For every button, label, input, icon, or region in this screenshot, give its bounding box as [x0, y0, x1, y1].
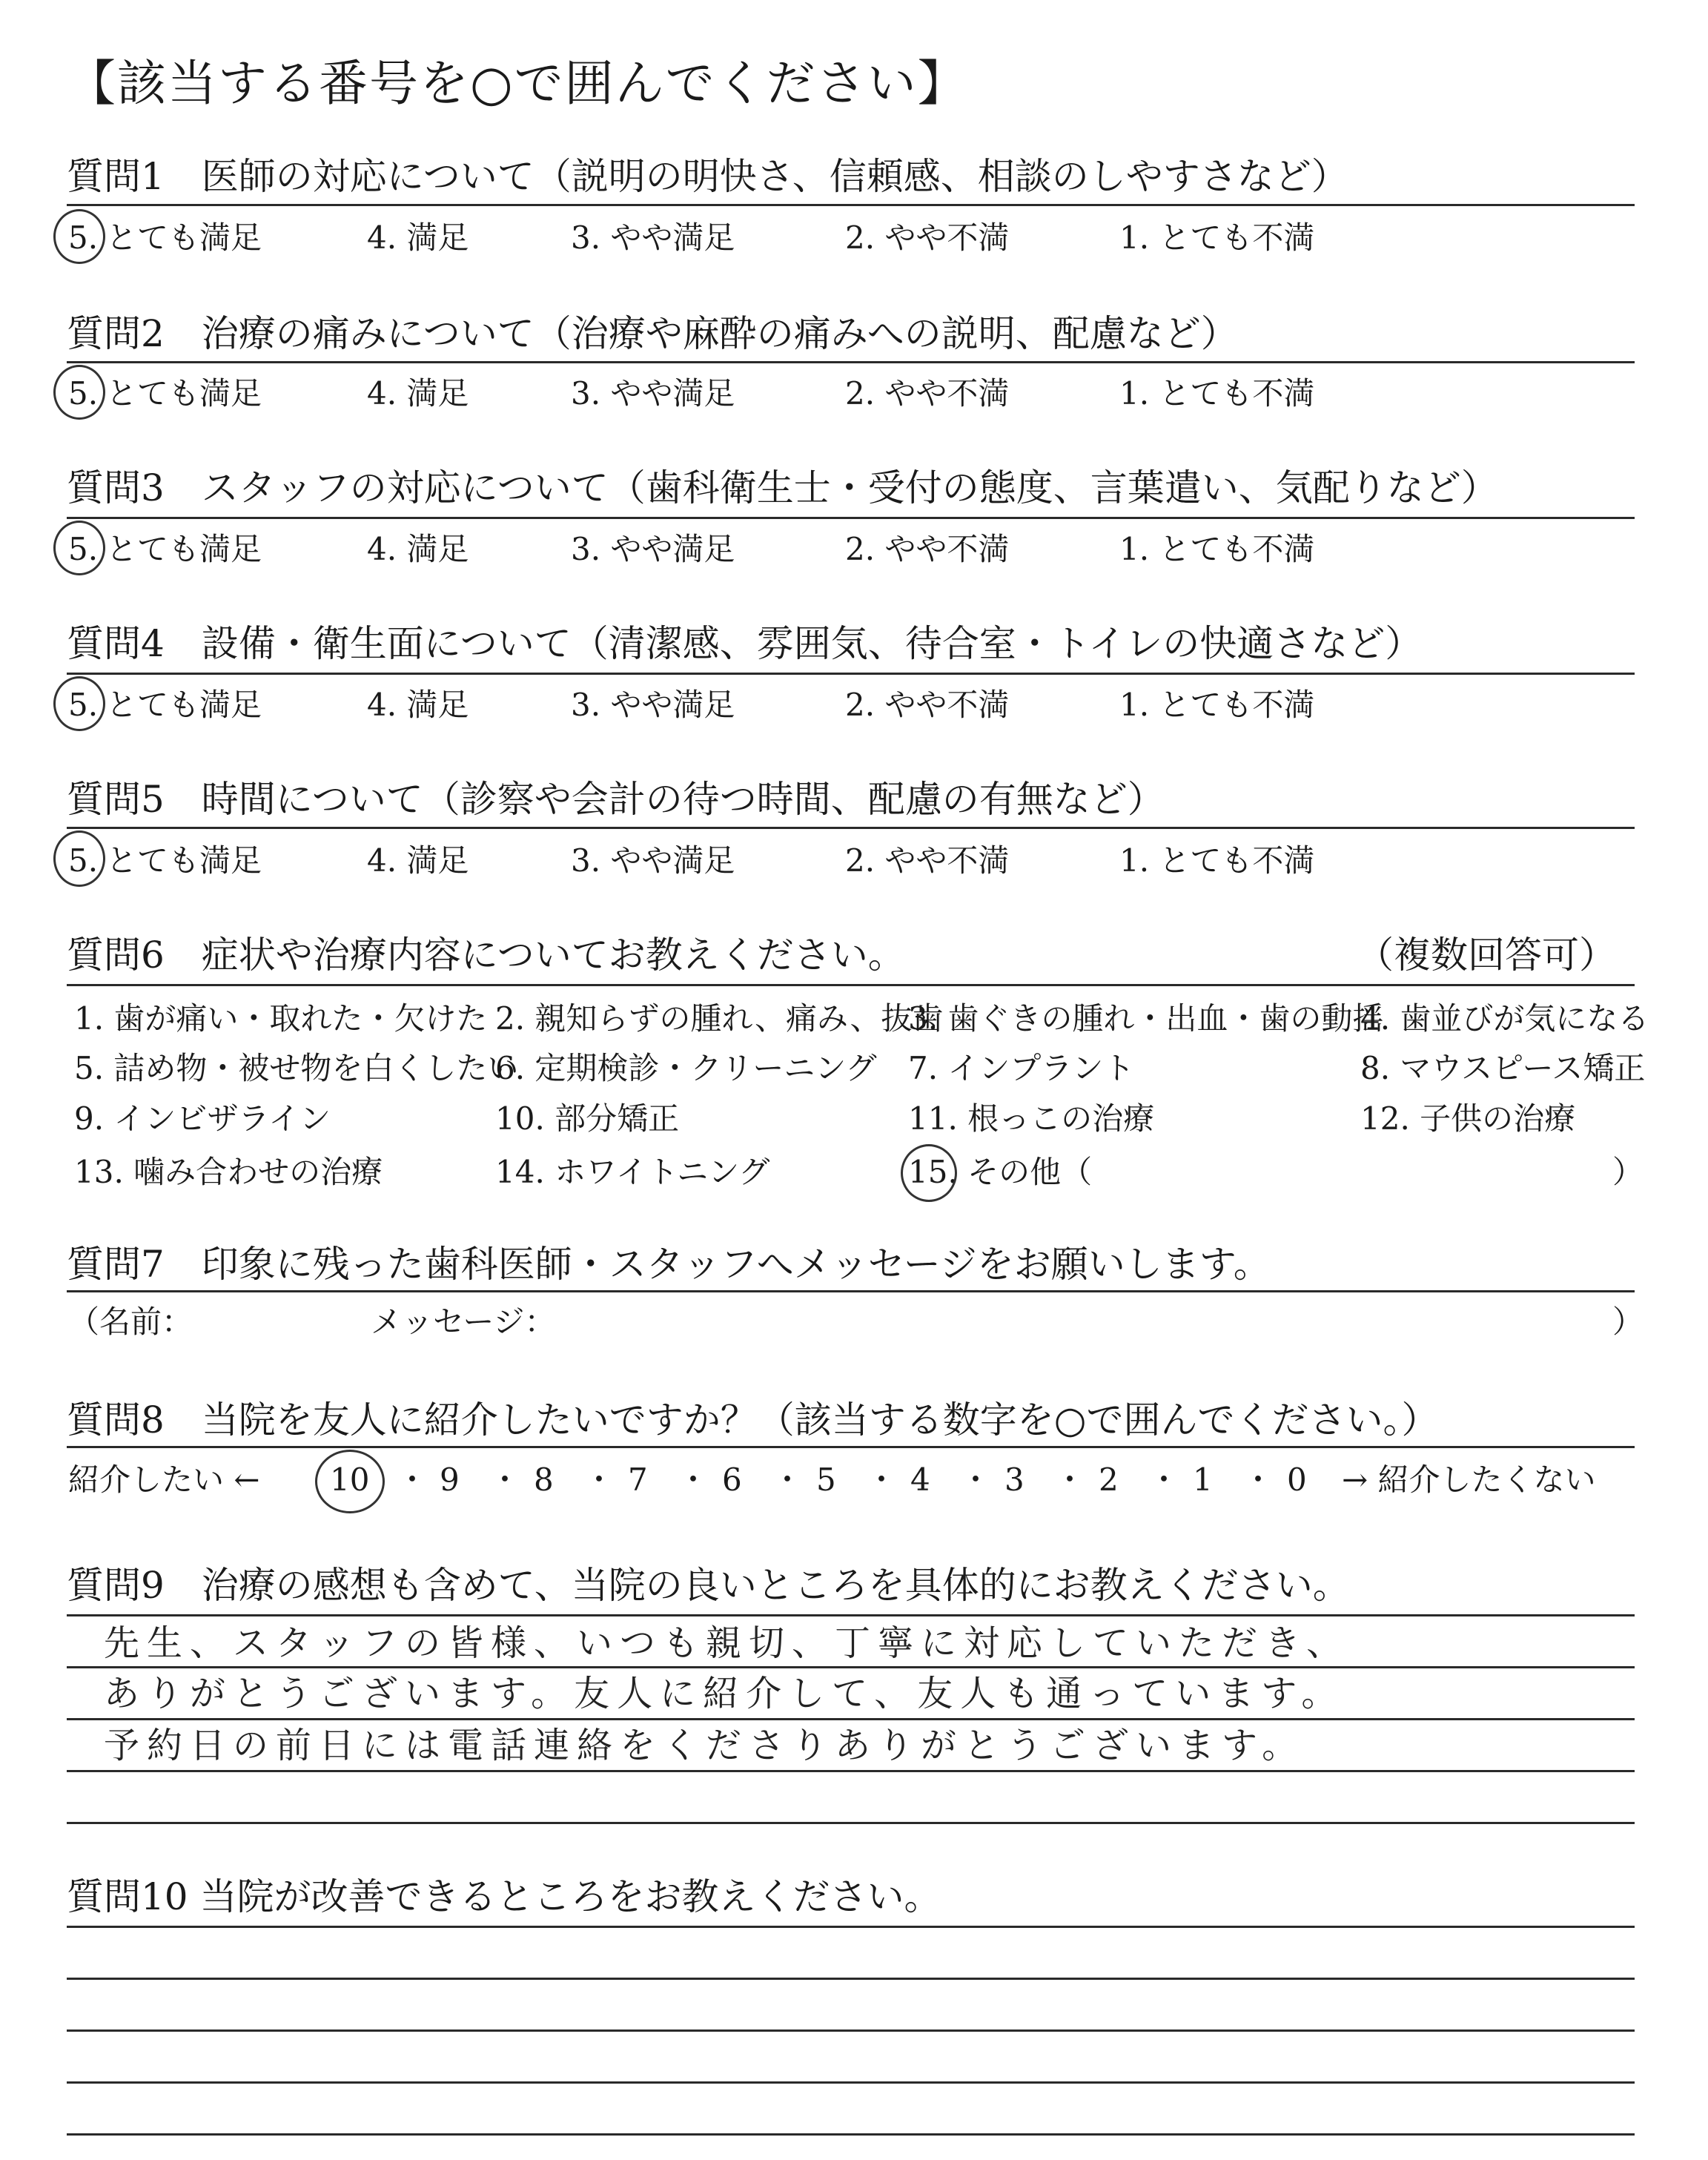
- q3-option-1[interactable]: 1. とても不満: [1119, 531, 1315, 567]
- q6-option[interactable]: 11. 根っこの治療: [908, 1100, 1155, 1137]
- q5-title: 質問5 時間について（診察や会計の待つ時間、配慮の有無など）: [67, 778, 1165, 821]
- q3-option-4[interactable]: 4. 満足: [367, 531, 469, 567]
- q3-option-2[interactable]: 2. やや不満: [845, 531, 1010, 567]
- q8-left-label: 紹介したい ←: [68, 1462, 260, 1498]
- q6-option-other[interactable]: 15. その他（: [908, 1154, 1093, 1190]
- q6-selection-circle: [901, 1144, 957, 1202]
- q5-option-5-label[interactable]: とても満足: [106, 842, 262, 879]
- q9-rule-1: [67, 1614, 1635, 1616]
- q8-separator: ・: [960, 1462, 992, 1498]
- q5-option-1[interactable]: 1. とても不満: [1119, 842, 1315, 879]
- q7-message-field[interactable]: [578, 1299, 1601, 1341]
- q3-title: 質問3 スタッフの対応について（歯科衛生士・受付の態度、言葉遣い、気配りなど）: [67, 466, 1498, 509]
- q1-title: 質問1 医師の対応について（説明の明快さ、信頼感、相談のしやすさなど）: [67, 155, 1348, 198]
- q6-title: 質問6 症状や治療内容についてお教えください。: [67, 934, 905, 977]
- q6-option[interactable]: 9. インビザライン: [74, 1100, 331, 1137]
- q8-separator: ・: [772, 1462, 804, 1498]
- q10-answer-area[interactable]: [67, 1928, 1635, 2128]
- q8-rule: [67, 1446, 1635, 1448]
- q7-title: 質問7 印象に残った歯科医師・スタッフへメッセージをお願いします。: [67, 1243, 1271, 1286]
- q7-rule: [67, 1290, 1635, 1292]
- q3-option-5-label[interactable]: とても満足: [106, 531, 262, 567]
- q4-rule: [67, 673, 1635, 675]
- q8-right-label: → 紹介したくない: [1342, 1462, 1596, 1498]
- q2-option-5-label[interactable]: とても満足: [106, 375, 262, 412]
- q4-option-2[interactable]: 2. やや不満: [845, 687, 1010, 723]
- q10-rule-5: [67, 2133, 1635, 2136]
- q2-selection-circle: [53, 365, 105, 420]
- q6-option[interactable]: 5. 詰め物・被せ物を白くしたい: [74, 1050, 519, 1086]
- q8-number[interactable]: 7: [628, 1462, 648, 1498]
- q5-option-4[interactable]: 4. 満足: [367, 842, 469, 879]
- q8-number[interactable]: 8: [534, 1462, 554, 1498]
- q8-separator: ・: [583, 1462, 615, 1498]
- q4-option-3[interactable]: 3. やや満足: [571, 687, 735, 723]
- q8-number[interactable]: 3: [1004, 1462, 1025, 1498]
- q9-rule-4: [67, 1770, 1635, 1772]
- q3-selection-circle: [53, 521, 105, 575]
- q8-number[interactable]: 10: [330, 1462, 370, 1498]
- q8-separator: ・: [678, 1462, 709, 1498]
- q8-separator: ・: [397, 1462, 428, 1498]
- q5-selection-circle: [53, 830, 105, 887]
- q3-rule: [67, 517, 1635, 519]
- q7-message-label: メッセージ：: [371, 1304, 556, 1340]
- q1-rule: [67, 204, 1635, 206]
- q9-answer-line: ありがとうございます。友人に紹介して、友人も通っています。: [104, 1673, 1345, 1714]
- q4-option-5-label[interactable]: とても満足: [106, 687, 262, 723]
- q8-separator: ・: [866, 1462, 898, 1498]
- q6-option[interactable]: 12. 子供の治療: [1360, 1100, 1576, 1137]
- q7-name-label: （名前：: [68, 1304, 193, 1340]
- q8-selection-circle: [315, 1450, 385, 1513]
- q4-option-4[interactable]: 4. 満足: [367, 687, 469, 723]
- q6-option[interactable]: 1. 歯が痛い・取れた・欠けた: [74, 1000, 488, 1037]
- q2-option-4[interactable]: 4. 満足: [367, 375, 469, 412]
- q1-option-1[interactable]: 1. とても不満: [1119, 219, 1315, 256]
- page-title: 【該当する番号を○で囲んでください】: [67, 55, 968, 112]
- q7-close-paren: ）: [1612, 1304, 1644, 1340]
- q8-number[interactable]: 4: [910, 1462, 930, 1498]
- q6-option[interactable]: 8. マウスピース矯正: [1360, 1050, 1646, 1086]
- q9-rule-3: [67, 1718, 1635, 1720]
- q8-number[interactable]: 2: [1099, 1462, 1119, 1498]
- q6-option[interactable]: 6. 定期検診・クリーニング: [495, 1050, 877, 1086]
- q2-option-2[interactable]: 2. やや不満: [845, 375, 1010, 412]
- q5-option-2[interactable]: 2. やや不満: [845, 842, 1010, 879]
- q3-option-3[interactable]: 3. やや満足: [571, 531, 735, 567]
- q8-separator: ・: [489, 1462, 521, 1498]
- q8-number[interactable]: 1: [1193, 1462, 1213, 1498]
- q4-selection-circle: [53, 676, 105, 731]
- q8-title: 質問8 当院を友人に紹介したいですか？（該当する数字を○で囲んでください。）: [67, 1398, 1439, 1441]
- q1-option-4[interactable]: 4. 満足: [367, 219, 469, 256]
- q2-title: 質問2 治療の痛みについて（治療や麻酔の痛みへの説明、配慮など）: [67, 312, 1238, 355]
- q8-number[interactable]: 0: [1287, 1462, 1307, 1498]
- q6-option[interactable]: 2. 親知らずの腫れ、痛み、抜歯: [495, 1000, 944, 1037]
- q6-option[interactable]: 7. インプラント: [908, 1050, 1135, 1086]
- q4-option-1[interactable]: 1. とても不満: [1119, 687, 1315, 723]
- q5-rule: [67, 827, 1635, 829]
- q3-option-5-number[interactable]: 5.: [68, 531, 99, 567]
- q8-number[interactable]: 6: [722, 1462, 742, 1498]
- q8-separator: ・: [1148, 1462, 1180, 1498]
- q9-title: 質問9 治療の感想も含めて、当院の良いところを具体的にお教えください。: [67, 1564, 1350, 1607]
- q6-option[interactable]: 10. 部分矯正: [495, 1100, 680, 1137]
- q1-option-2[interactable]: 2. やや不満: [845, 219, 1010, 256]
- q1-option-3[interactable]: 3. やや満足: [571, 219, 735, 256]
- q6-option[interactable]: 13. 噛み合わせの治療: [74, 1154, 383, 1190]
- q9-answer-line: 予約日の前日には電話連絡をくださりありがとうございます。: [104, 1725, 1305, 1766]
- q8-separator: ・: [1054, 1462, 1086, 1498]
- q10-title: 質問10 当院が改善できるところをお教えください。: [67, 1875, 941, 1918]
- q6-other-close-paren: ）: [1612, 1154, 1644, 1190]
- q4-title: 質問4 設備・衛生面について（清潔感、雰囲気、待合室・トイレの快適さなど）: [67, 622, 1423, 665]
- q1-option-5-number[interactable]: 5.: [68, 219, 99, 256]
- q4-option-5-number[interactable]: 5.: [68, 687, 99, 723]
- q5-option-5-number[interactable]: 5.: [68, 842, 99, 879]
- q5-option-3[interactable]: 3. やや満足: [571, 842, 735, 879]
- q1-selection-circle: [53, 209, 105, 264]
- q2-option-1[interactable]: 1. とても不満: [1119, 375, 1315, 412]
- q8-separator: ・: [1242, 1462, 1274, 1498]
- q8-number[interactable]: 9: [440, 1462, 460, 1498]
- q6-option[interactable]: 3. 歯ぐきの腫れ・出血・歯の動揺: [908, 1000, 1384, 1037]
- q9-rule-5: [67, 1822, 1635, 1824]
- q9-answer-line: 先生、スタッフの皆様、いつも親切、丁寧に対応していただき、: [104, 1622, 1350, 1664]
- q2-rule: [67, 361, 1635, 363]
- q2-option-3[interactable]: 3. やや満足: [571, 375, 735, 412]
- q6-rule: [67, 984, 1635, 986]
- q2-option-5-number[interactable]: 5.: [68, 375, 99, 412]
- q6-option[interactable]: 14. ホワイトニング: [495, 1154, 770, 1190]
- q1-option-5-label[interactable]: とても満足: [106, 219, 262, 256]
- q6-option[interactable]: 4. 歯並びが気になる: [1360, 1000, 1649, 1037]
- q6-multiple-answer-note: （複数回答可）: [1357, 934, 1616, 977]
- q8-number[interactable]: 5: [816, 1462, 836, 1498]
- q9-rule-2: [67, 1666, 1635, 1668]
